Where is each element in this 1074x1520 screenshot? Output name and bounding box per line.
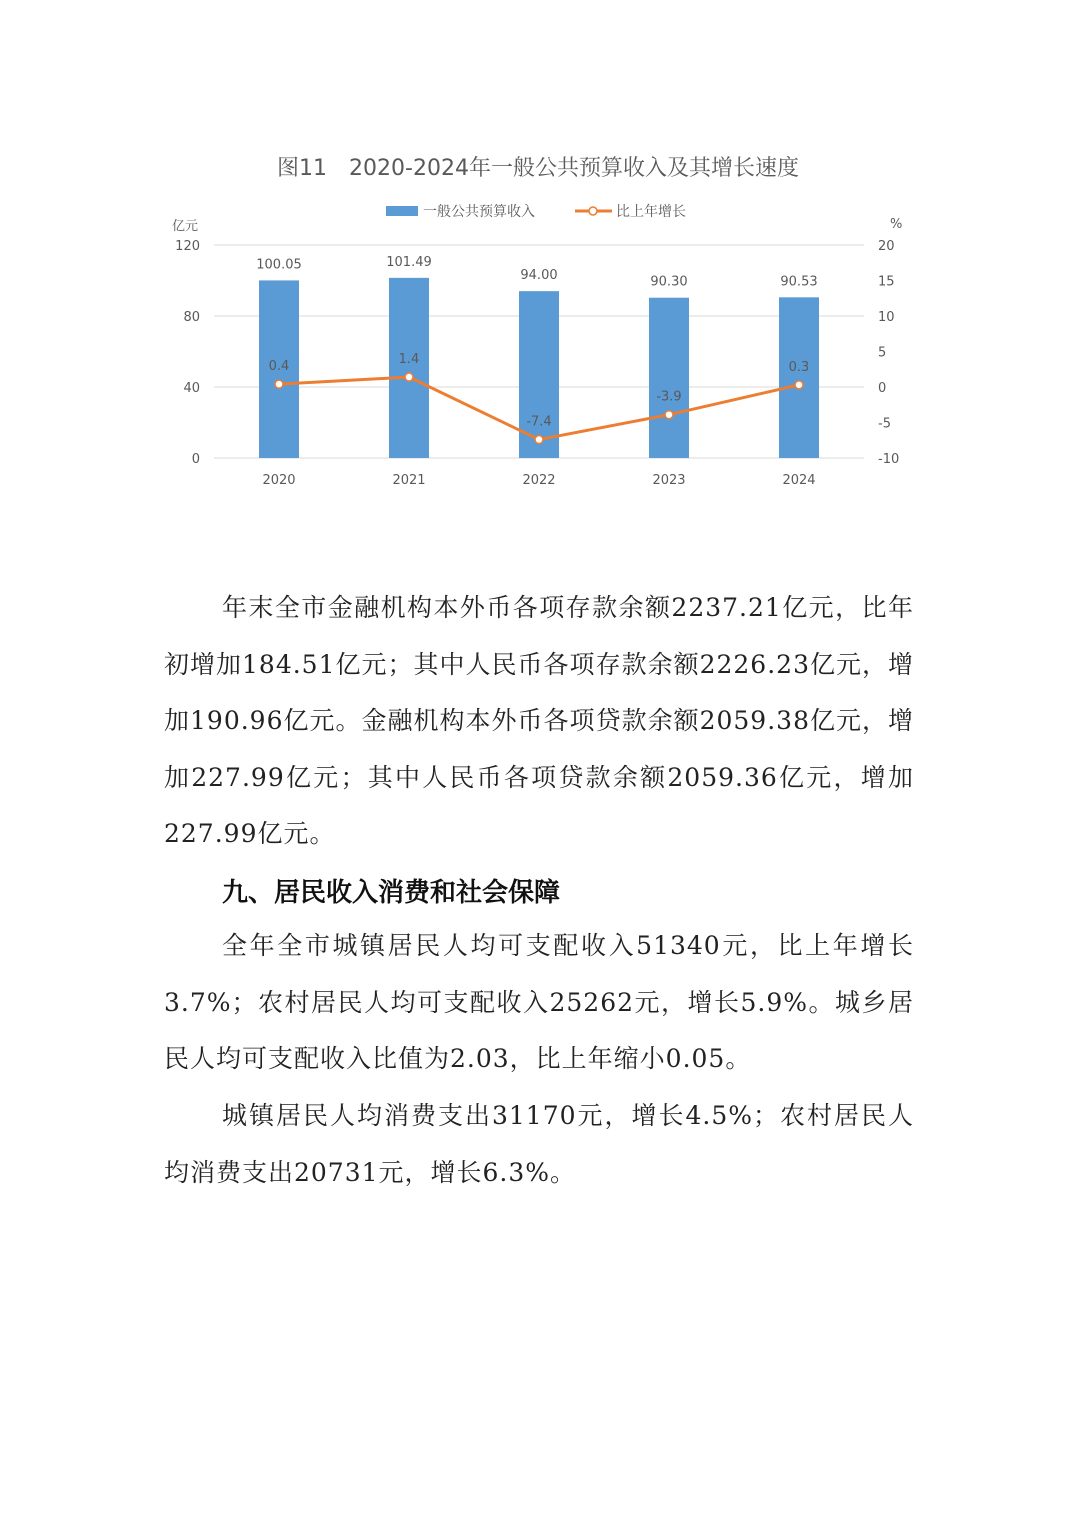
left-axis-unit: 亿元 — [172, 219, 199, 234]
legend-line-label: 比上年增长 — [616, 204, 686, 220]
bar-data-label: 90.53 — [780, 274, 818, 290]
right-tick-label: 20 — [878, 239, 895, 254]
right-tick-label: 0 — [878, 381, 887, 396]
left-tick-label: 120 — [175, 239, 200, 254]
x-tick-label: 2020 — [262, 473, 296, 488]
income-text: 全年全市城镇居民人均可支配收入51340元，比上年增长3.7%；农村居民人均可支配收入25262元，增长5.9%。城乡居民人均可支配收入比值为2.03，比上年缩小0.05。 — [164, 931, 914, 1073]
right-axis-ticks — [878, 239, 899, 467]
x-axis-ticks — [262, 473, 815, 488]
x-tick-label: 2021 — [392, 473, 426, 488]
section-heading: 九、居民收入消费和社会保障 — [222, 878, 561, 908]
x-tick-label: 2023 — [652, 473, 686, 488]
line-point — [795, 381, 803, 389]
right-tick-label: 5 — [878, 345, 887, 361]
bar-data-label: 100.05 — [256, 257, 302, 273]
chart-title: 图11 2020-2024年一般公共预算收入及其增长速度 — [277, 156, 799, 181]
finance-text: 年末全市金融机构本外币各项存款余额2237.21亿元，比年初增加184.51亿元；其中人民币各项存款余额2226.23亿元，增加190.96亿元。金融机构本外币各项贷款余额2059.38亿元，增加227.99亿元；其中人民币各项贷款余额2059.36亿元，增加227.99亿元。 — [164, 593, 914, 848]
right-tick-label: 10 — [878, 310, 895, 325]
right-tick-label: 15 — [878, 274, 895, 290]
paragraph-income — [164, 918, 914, 1088]
left-tick-label: 0 — [191, 452, 200, 467]
legend — [386, 203, 686, 220]
bar-data-labels — [256, 255, 817, 290]
line-point — [535, 436, 543, 444]
line-point — [405, 373, 413, 381]
x-tick-label: 2024 — [782, 473, 816, 488]
bar-series — [259, 278, 819, 458]
line-data-label: 0.4 — [268, 359, 290, 375]
bar-data-label: 94.00 — [520, 268, 558, 284]
line-data-label: -7.4 — [526, 414, 552, 430]
right-tick-label: -10 — [878, 452, 900, 467]
paragraph-finance — [164, 580, 914, 863]
line-data-label: 1.4 — [398, 352, 420, 368]
line-data-label: 0.3 — [788, 359, 810, 375]
line-point — [275, 380, 283, 388]
bar-data-label: 90.30 — [650, 274, 688, 290]
x-tick-label: 2022 — [522, 473, 556, 488]
bar — [389, 278, 429, 458]
right-axis-unit: % — [890, 217, 903, 232]
left-tick-label: 80 — [183, 310, 200, 325]
right-tick-label: -5 — [878, 416, 891, 432]
revenue-chart — [160, 140, 920, 500]
line-point — [665, 411, 673, 419]
legend-line-marker — [589, 207, 597, 215]
left-axis-ticks — [175, 239, 200, 467]
legend-bar-swatch — [386, 206, 418, 216]
paragraph-consumption — [164, 1088, 914, 1201]
consumption-text: 城镇居民人均消费支出31170元，增长4.5%；农村居民人均消费支出20731元，增长6.3%。 — [164, 1101, 914, 1187]
line-data-label: -3.9 — [656, 389, 682, 405]
bar — [779, 297, 819, 458]
left-tick-label: 40 — [183, 381, 200, 396]
bar-data-label: 101.49 — [386, 254, 432, 270]
legend-bar-label: 一般公共预算收入 — [423, 204, 535, 220]
bar — [649, 298, 689, 458]
